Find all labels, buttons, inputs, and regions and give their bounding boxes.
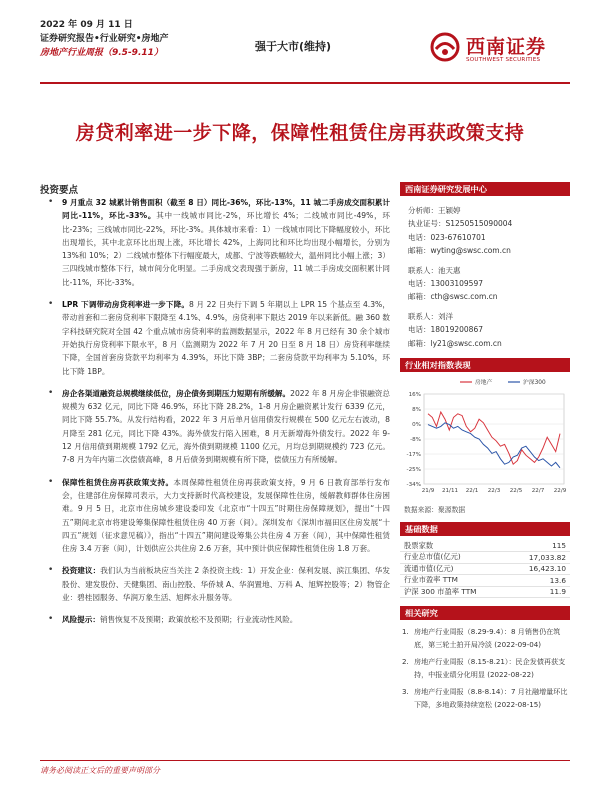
chart-y-tick-label: -17% xyxy=(406,452,421,459)
chart-y-tick-label: -25% xyxy=(406,467,421,474)
chart-legend-label: 沪深300 xyxy=(523,380,546,387)
basic-data-label: 行业市盈率 TTM xyxy=(400,575,509,587)
basic-data-row xyxy=(400,552,570,564)
bullet-icon: • xyxy=(48,476,54,487)
basic-data-value: 17,033.82 xyxy=(509,552,570,564)
chart-x-tick-label: 22/1 xyxy=(465,488,479,495)
analyst-contact: 电话：13003109597 xyxy=(408,279,483,289)
summary-label: 投资要点 xyxy=(40,185,79,196)
analyst-contact: 电话：023-67610701 xyxy=(408,232,486,242)
chart-y-tick-label: 0% xyxy=(412,422,421,429)
analyst-name: 联系人：池天惠 xyxy=(408,265,461,275)
related-item-number: 3. xyxy=(402,687,409,697)
basic-data-row xyxy=(400,540,570,552)
paragraph-text: 本周保障性租赁住房再获政策支持，9 月 6 日教育部举行发布会，住建部住房保障司表示，大力支持新时代高校建设，发展保障性住房，缓解教师群体住房困难。9 月 5 日，北京市住房城乡建设委印发《北京市“十四五”时期住房保障规划》，提出“十四五”期间北京市将建设筹集保障性租赁住房 40 万套（间）。深圳发布《深圳市福田区住房发展“十四五”规划（征求意见稿）》，指出“十四五”期间建设筹集公共住房 4 万套（间），其中保障性租赁住房 3.4 万套（间），计划供应公共住房 2.6 万套，其中预计供应保障性租赁住房 1.8 万套。 xyxy=(62,477,391,554)
related-research-list xyxy=(400,620,570,712)
relative-index-chart xyxy=(400,372,570,502)
paragraph-text: 2022 年 8 月房企非银融资总规模为 632 亿元，同比下降 46.9%，环比下降 28.2%，1-8 月房企融资累计发行 6339 亿元，同比下降 55.7%。从发行结构看，2022 年 3 月后单月信用债发行规模在 500 亿元左右波动，8 月降至 281 亿元，同比下降 43%。海外债发行陷入困难，8 月无新增海外债发行。2022 年 9-12 月信用债到期规模 1792 亿元，海外债到期规模 1100 亿元，月均总到期规模约 723 亿元。7-8 月为年内第二次偿债高峰，8 月后债务到期规模有所下降，偿债压力有所缓解。 xyxy=(62,388,390,465)
report-title: 房贷利率进一步下降，保障性租赁住房再获政策支持 xyxy=(75,122,525,144)
chart-y-tick-label: -8% xyxy=(410,437,421,444)
chart-header: 行业相对指数表现 xyxy=(400,358,570,372)
summary-paragraph xyxy=(46,196,390,289)
company-logo xyxy=(430,30,570,70)
analyst-name: 联系人：刘洋 xyxy=(408,311,453,321)
logo-text-cn: 西南证券 xyxy=(466,36,547,58)
bullet-icon: • xyxy=(48,387,54,398)
summary-paragraph xyxy=(46,387,390,467)
summary-paragraph xyxy=(46,298,390,378)
basic-data-value: 16,423.10 xyxy=(509,563,570,575)
analyst-contact: 邮箱：wyting@swsc.com.cn xyxy=(408,246,511,256)
chart-x-tick-label: 21/11 xyxy=(441,488,459,495)
summary-body xyxy=(46,196,390,636)
summary-paragraph xyxy=(46,613,390,626)
report-type: 证券研究报告•行业研究•房地产 xyxy=(40,34,169,44)
chart-y-tick-label: -34% xyxy=(406,482,421,489)
summary-paragraph xyxy=(46,476,390,556)
paragraph-text: 我们认为当前板块应当关注 2 条投资主线：1）开发企业：保利发展、滨江集团、华发股份、建发股份、天健集团、南山控股、华侨城 A、华润置地、万科 A、旭辉控股等；2）物管企业：碧桂园服务、华润万象生活、旭辉永升服务等。 xyxy=(62,566,391,603)
footer-divider xyxy=(40,760,570,761)
related-item-text: 房地产行业周报（8.8-8.14）：7 月社融增量环比下降，多地政策持续宽松 (2022-08-15) xyxy=(414,687,568,710)
paragraph-lead: LPR 下调带动房贷利率进一步下降。 xyxy=(62,300,190,310)
analyst-list xyxy=(400,196,570,350)
chart-x-tick-label: 22/9 xyxy=(553,488,567,495)
analyst-contact: 邮箱：ly21@swsc.com.cn xyxy=(408,338,502,348)
basic-data-value: 115 xyxy=(509,540,570,552)
chart-source: 数据来源：聚源数据 xyxy=(404,506,466,515)
related-item-text: 房地产行业周报（8.29-9.4）：8 月销售仍在筑底，第三轮土拍开局冷淡 (2022-09-04) xyxy=(414,627,561,649)
summary-paragraph xyxy=(46,564,390,604)
analyst-name: 分析师：王颖婷 xyxy=(408,206,461,215)
chart-x-tick-label: 21/9 xyxy=(421,488,435,495)
paragraph-lead: 保障性租赁住房再获政策支持。 xyxy=(62,477,174,487)
chart-legend-label: 房地产 xyxy=(475,380,493,387)
research-center-header: 西南证券研究发展中心 xyxy=(400,182,570,196)
paragraph-text: 销售恢复不及预期；政策放松不及预期；行业流动性风险。 xyxy=(99,615,298,625)
basic-data-label: 行业总市值(亿元) xyxy=(400,552,509,564)
basic-data-row xyxy=(400,575,570,587)
bullet-icon: • xyxy=(48,299,54,310)
paragraph-lead: 房企各渠道融资总规模继续低位，房企债务到期压力短期有所缓解。 xyxy=(62,388,291,398)
related-header: 相关研究 xyxy=(400,606,570,620)
chart-x-tick-label: 22/5 xyxy=(509,488,523,495)
paragraph-lead: 投资建议： xyxy=(62,566,101,576)
basic-data-value: 13.6 xyxy=(509,575,570,587)
related-item-text: 房地产行业周报（8.15-8.21）：民企发债再获支持，中报业绩分化明显 (2022-08-22) xyxy=(414,657,566,679)
chart-series-line xyxy=(428,423,560,468)
chart-y-tick-label: 8% xyxy=(412,407,421,414)
paragraph-text: 其中一线城市同比-2%，环比增长 4%；二线城市同比-49%，环比-23%；三线城市同比-22%，环比-3%。具体城市来看：1）一线城市同比下降幅度较小，环比出现增长，其中北京环比出现上涨，环比增长 42%，上海同比和环比均出现小幅增长，分别为 13%和 10%；2）二线城市整体下行幅度最大，成都、宁波等跌幅较大，温州同比小幅上涨；3）三四线城市整体下行，城市间分化明显。二手房成交表现强于新房，11 城二手房成交面积累计同比-11%，环比-33%。 xyxy=(62,211,390,287)
paragraph-lead: 风险提示： xyxy=(62,615,100,625)
footer-disclaimer: 请务必阅读正文后的重要声明部分 xyxy=(40,766,160,775)
related-item xyxy=(402,656,570,681)
paragraph-text: 8 月 22 日央行下调 5 年期以上 LPR 15 个基点至 4.3%，带动首套和二套房贷利率下限降至 4.1%、4.9%，房贷利率下限达 2019 年以来新低。融 360 数字科技研究院对全国 42 个重点城市房贷利率的监测数据显示，2022 年 8 月已经有 30 余个城市开始执行房贷利率下限水平，8 月（监测期为 2022 年 7 月 20 日至 8 月 18 日）房贷利率继续下降，全国首套房贷款平均利率为 4.39%，环比下降 3BP；二套房贷款平均利率为 5.10%，环比下降 1BP。 xyxy=(62,300,390,376)
chart-series-line xyxy=(428,412,560,464)
header-divider xyxy=(40,82,570,84)
weekly-title: 房地产行业周报（9.5-9.11） xyxy=(40,48,163,58)
logo-mark-icon xyxy=(430,32,460,62)
bullet-icon: • xyxy=(48,565,54,576)
header-meta xyxy=(40,18,169,60)
basic-data-value: 11.9 xyxy=(509,586,570,598)
analyst-contact: 执业证号：S1250515090004 xyxy=(408,219,513,229)
related-item-number: 2. xyxy=(402,657,409,667)
chart-y-tick-label: 16% xyxy=(408,392,421,399)
analyst-contact: 电话：18019200867 xyxy=(408,325,483,335)
related-item xyxy=(402,686,570,711)
rating: 强于大市(维持) xyxy=(255,40,332,53)
logo-text-en: SOUTHWEST SECURITIES xyxy=(466,57,541,63)
report-date: 2022 年 09 月 11 日 xyxy=(40,20,133,30)
paragraph-lead: 9 月重点 32 城累计销售面积（截至 8 日）同比-36%，环比-13%，11 城二手房成交面积累计同比-11%，环比-33%。 xyxy=(62,198,390,221)
chart-x-tick-label: 22/7 xyxy=(531,488,545,495)
related-item xyxy=(402,626,570,651)
bullet-icon: • xyxy=(48,197,54,207)
basic-data-label: 股票家数 xyxy=(400,540,509,552)
basic-data-header: 基础数据 xyxy=(400,522,570,536)
basic-data-label: 流通市值(亿元) xyxy=(400,563,509,575)
bullet-icon: • xyxy=(48,614,54,625)
basic-data-row xyxy=(400,586,570,598)
related-item-number: 1. xyxy=(402,627,409,637)
chart-x-tick-label: 22/3 xyxy=(487,488,501,495)
chart-svg xyxy=(400,372,570,502)
basic-data-label: 沪深 300 市盈率 TTM xyxy=(400,586,509,598)
sidebar xyxy=(400,182,570,717)
basic-data-row xyxy=(400,563,570,575)
analyst-contact: 邮箱：cth@swsc.com.cn xyxy=(408,292,498,302)
basic-data-table xyxy=(400,540,570,598)
